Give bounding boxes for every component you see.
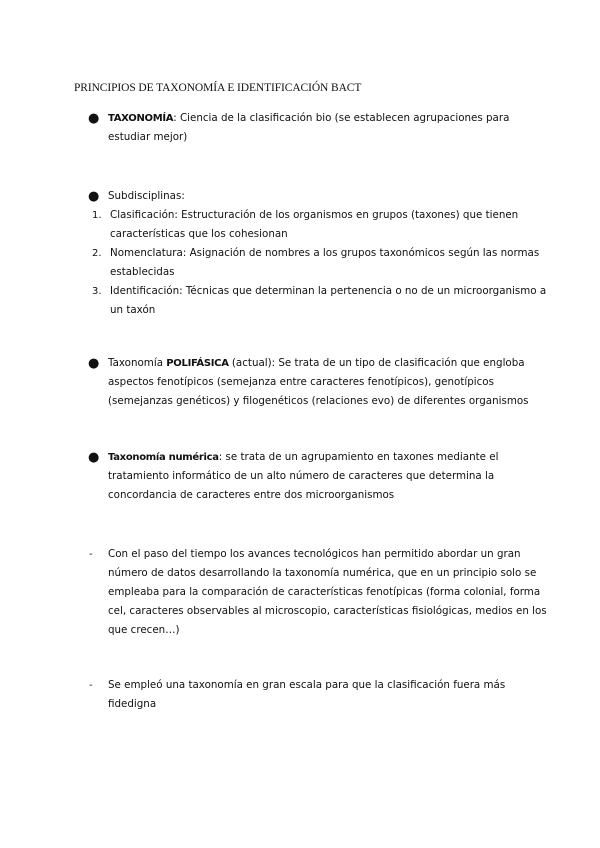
bullet-icon: ● bbox=[88, 111, 100, 126]
numerica-term: Taxonomía numérica bbox=[108, 452, 219, 463]
list-item bbox=[88, 244, 550, 282]
numerica-text: : se trata de un agrupamiento en taxones mediante el tratamiento informático de un alto número de caracteres que determina la concordancia de caracteres entre dos microorganismos bbox=[108, 451, 499, 501]
dash-marker: - bbox=[89, 680, 93, 691]
list-number: 2. bbox=[92, 248, 102, 259]
polifasica-prefix: Taxonomía bbox=[108, 357, 167, 369]
dash-marker: - bbox=[89, 549, 93, 560]
list-number: 1. bbox=[92, 210, 102, 221]
polifasica-bullet bbox=[86, 354, 546, 411]
list-item-text: Identificación: Técnicas que determinan la pertenencia o no de un microorganismo a un taxón bbox=[110, 285, 547, 316]
dash-item-text: Con el paso del tiempo los avances tecnológicos han permitido abordar un gran número de datos desarrollando la taxonomía numérica, que en un principio solo se empleaba para la comparación de características fenotípicas (forma colonial, forma cel, caracteres observables al microscopio, características fisiológicas, medios en los que crecen…) bbox=[108, 548, 547, 636]
taxonomia-bullet bbox=[86, 109, 546, 147]
list-item bbox=[88, 206, 550, 244]
numerica-bullet bbox=[86, 448, 546, 505]
dash-item-1 bbox=[86, 545, 548, 640]
dash-item-2 bbox=[86, 676, 548, 714]
subdisciplinas-list bbox=[88, 206, 550, 320]
subdisciplinas-heading: Subdisciplinas: bbox=[108, 190, 185, 202]
list-item-text: Clasificación: Estructuración de los organismos en grupos (taxones) que tienen características que los cohesionan bbox=[110, 209, 519, 240]
polifasica-term: POLIFÁSICA bbox=[166, 358, 229, 369]
polifasica-text: (actual): Se trata de un tipo de clasificación que engloba aspectos fenotípicos (semejanza entre caracteres fenotípicos), genotípicos (semejanzas genéticos) y filogenéticos (relaciones evo) de diferentes organismos bbox=[108, 357, 529, 407]
subdisciplinas-section bbox=[86, 187, 546, 206]
bullet-icon: ● bbox=[88, 356, 100, 371]
taxonomia-term: TAXONOMÍA bbox=[108, 113, 174, 124]
bullet-icon: ● bbox=[88, 450, 100, 465]
bullet-icon: ● bbox=[88, 189, 100, 204]
list-number: 3. bbox=[92, 286, 102, 297]
document-title: PRINCIPIOS DE TAXONOMÍA E IDENTIFICACIÓN BACT bbox=[74, 82, 362, 94]
taxonomia-text: : Ciencia de la clasificación bio (se establecen agrupaciones para estudiar mejor) bbox=[108, 112, 510, 143]
list-item bbox=[88, 282, 550, 320]
dash-item-text: Se empleó una taxonomía en gran escala para que la clasificación fuera más fidedigna bbox=[108, 679, 506, 710]
list-item-text: Nomenclatura: Asignación de nombres a los grupos taxonómicos según las normas establecidas bbox=[110, 247, 540, 278]
